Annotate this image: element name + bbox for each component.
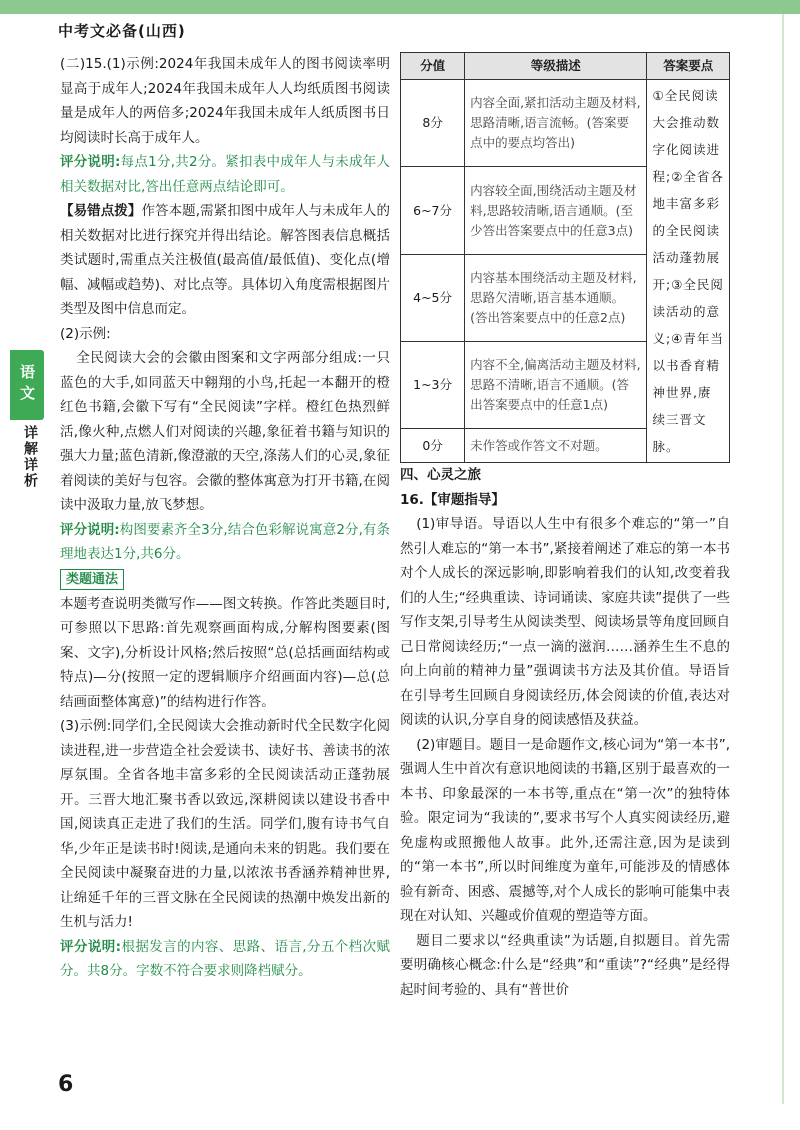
q16-paragraph-1: (1)审导语。导语以人生中有很多个难忘的“第一”自然引人难忘的“第一本书”,紧接着阐述了难忘的第一本书对个人成长的深远影响,即影响着我们的认知,改变着我们的人生;“经典重读、诗词诵读、家庭共读”提供了一些写作支架,引导考生从阅读类型、阅读场景等角度回顾自己日常阅读经历;“一点一滴的滋润……涵养生生不息的向上向前的精神力量”强调读书方法及其价值。导语旨在引导考生回顾自身阅读经历,体会阅读的价值,表达对阅读的认识,分享自身的阅读感悟及获益。 [400,516,730,728]
rubric-desc: 内容基本围绕活动主题及材料,思路欠清晰,语言基本通顺。(答出答案要点中的任意2点) [465,254,647,341]
page-header: 中考文必备(山西) [58,22,186,40]
q15-part2-label: (2)示例: [60,325,111,342]
top-color-bar [0,0,800,14]
rubric-header-desc: 等级描述 [465,53,647,80]
score-label: 评分说明: [60,521,120,538]
rubric-table [400,52,730,463]
rubric-score: 4~5分 [401,254,465,341]
page-number: 6 [58,1072,74,1097]
rubric-header-score: 分值 [401,53,465,80]
method-block [60,567,390,592]
method-label: 类题通法 [60,569,124,590]
q16-paragraph-3: 题目二要求以“经典重读”为话题,自拟题目。首先需要明确核心概念:什么是“经典”和“重读”?“经典”是经得起时间考验的、具有“普世价 [400,932,730,998]
score-text: 每点1分,共2分。紧扣表中成年人与未成年人相关数据对比,答出任意两点结论即可。 [60,154,390,195]
score-text: 构图要素齐全3分,结合色彩解说寓意2分,有条理地表达1分,共6分。 [60,521,390,562]
q15-part1-score [60,150,390,199]
rubric-score: 0分 [401,429,465,463]
rubric-score: 8分 [401,80,465,167]
score-text: 根据发言的内容、思路、语言,分五个档次赋分。共8分。字数不符合要求则降档赋分。 [60,938,391,979]
rubric-score: 6~7分 [401,167,465,254]
rubric-desc: 内容较全面,围绕活动主题及材料,思路较清晰,语言通顺。(至少答出答案要点中的任意3点) [465,167,647,254]
q15-part1-answer: (二)15.(1)示例:2024年我国未成年人的图书阅读率明显高于成年人;2024年我国未成年人人均纸质图书阅读量是成年人的两倍多;2024年我国未成年人纸质图书日均阅读时长高于成年人。 [60,56,390,146]
rubric-score: 1~3分 [401,342,465,429]
rubric-desc: 内容全面,紧扣活动主题及材料,思路清晰,语言流畅。(答案要点中的要点均答出) [465,80,647,167]
tip-text: 作答本题,需紧扣图中成年人与未成年人的相关数据对比进行探究并得出结论。解答图表信息概括类试题时,需重点关注极值(最高值/最低值)、变化点(增幅、减幅或趋势)、对比点等。具体切入角度需根据图片类型及图中信息而定。 [60,203,391,317]
method-text: 本题考查说明类微写作——图文转换。作答此类题目时,可参照以下思路:首先观察画面构成,分解构图要素(图案、文字),分析设计风格;然后按照“总(总括画面结构或特点)—分(按照一定的逻辑顺序介绍画面内容)—总(总结画面整体寓意)”的结构进行作答。 [60,595,390,710]
q15-part2-score [60,518,390,567]
rubric-desc: 未作答或作答文不对题。 [465,429,647,463]
rubric-header-points: 答案要点 [647,53,730,80]
q16-paragraph-2: (2)审题目。题目一是命题作文,核心词为“第一本书”,强调人生中首次有意识地阅读的书籍,区别于最喜欢的一本书、印象最深的一本书等,重点在“第一次”的独特体验。限定词为“我读的”,要求书写个人真实阅读经历,避免虚构或照搬他人故事。此外,还需注意,因为是读到的“第一本书”,所以时间维度为童年,可能涉及的情感体验有新奇、困惑、震撼等,对个人成长的影响可能集中表现在对认知、兴趣或价值观的塑造等方面。 [400,736,730,924]
rubric-desc: 内容不全,偏离活动主题及材料,思路不清晰,语言不通顺。(答出答案要点中的任意1点) [465,342,647,429]
tip-label: 【易错点拨】 [60,203,142,219]
subject-tab: 语文 [10,350,44,420]
error-tip [60,199,390,322]
q15-part3-score [60,935,390,984]
q15-part3-answer: (3)示例:同学们,全民阅读大会推动新时代全民数字化阅读进程,进一步营造全社会爱读书、读好书、善读书的浓厚氛围。全省各地丰富多彩的全民阅读活动正蓬勃展开。三晋大地汇聚书香以致远,深耕阅读以建设书香中国,阅读真正走进了我们的生活。同学们,腹有诗书气自华,少年正是读书时!阅读,是通向未来的钥匙。我们要在全民阅读中凝聚奋进的力量,以浓浓书香涵养精神世界,让绵延千年的三晋文脉在全民阅读的热潮中焕发出新的生机与活力! [60,718,390,930]
right-column [400,52,730,1002]
q15-part2-answer: 全民阅读大会的会徽由图案和文字两部分组成:一只蓝色的大手,如同蓝天中翱翔的小鸟,托起一本翻开的橙红色书籍,会徽下写有“全民阅读”字样。橙红色热烈鲜活,像火种,点燃人们对阅读的兴趣,象征着书籍与知识的强大力量;蓝色清新,像澄澈的天空,涤荡人们的心灵,象征着阅读的美好与包容。会徽的整体寓意为打开书籍,在阅读中汲取力量,放飞梦想。 [60,350,390,513]
score-label: 评分说明: [60,938,122,955]
left-column [60,52,390,984]
rubric-header-row [401,53,730,80]
section-label: 详解详析 [22,425,38,489]
page-frame-line [782,14,784,1104]
rubric-points: ①全民阅读大会推动数字化阅读进程;②全省各地丰富多彩的全民阅读活动蓬勃展开;③全民阅读活动的意义;④青年当以书香育精神世界,赓续三晋文脉。 [647,80,730,463]
score-label: 评分说明: [60,154,121,170]
rubric-row [401,80,730,167]
q16-title: 16.【审题指导】 [400,491,505,508]
section-title: 四、心灵之旅 [400,467,481,483]
